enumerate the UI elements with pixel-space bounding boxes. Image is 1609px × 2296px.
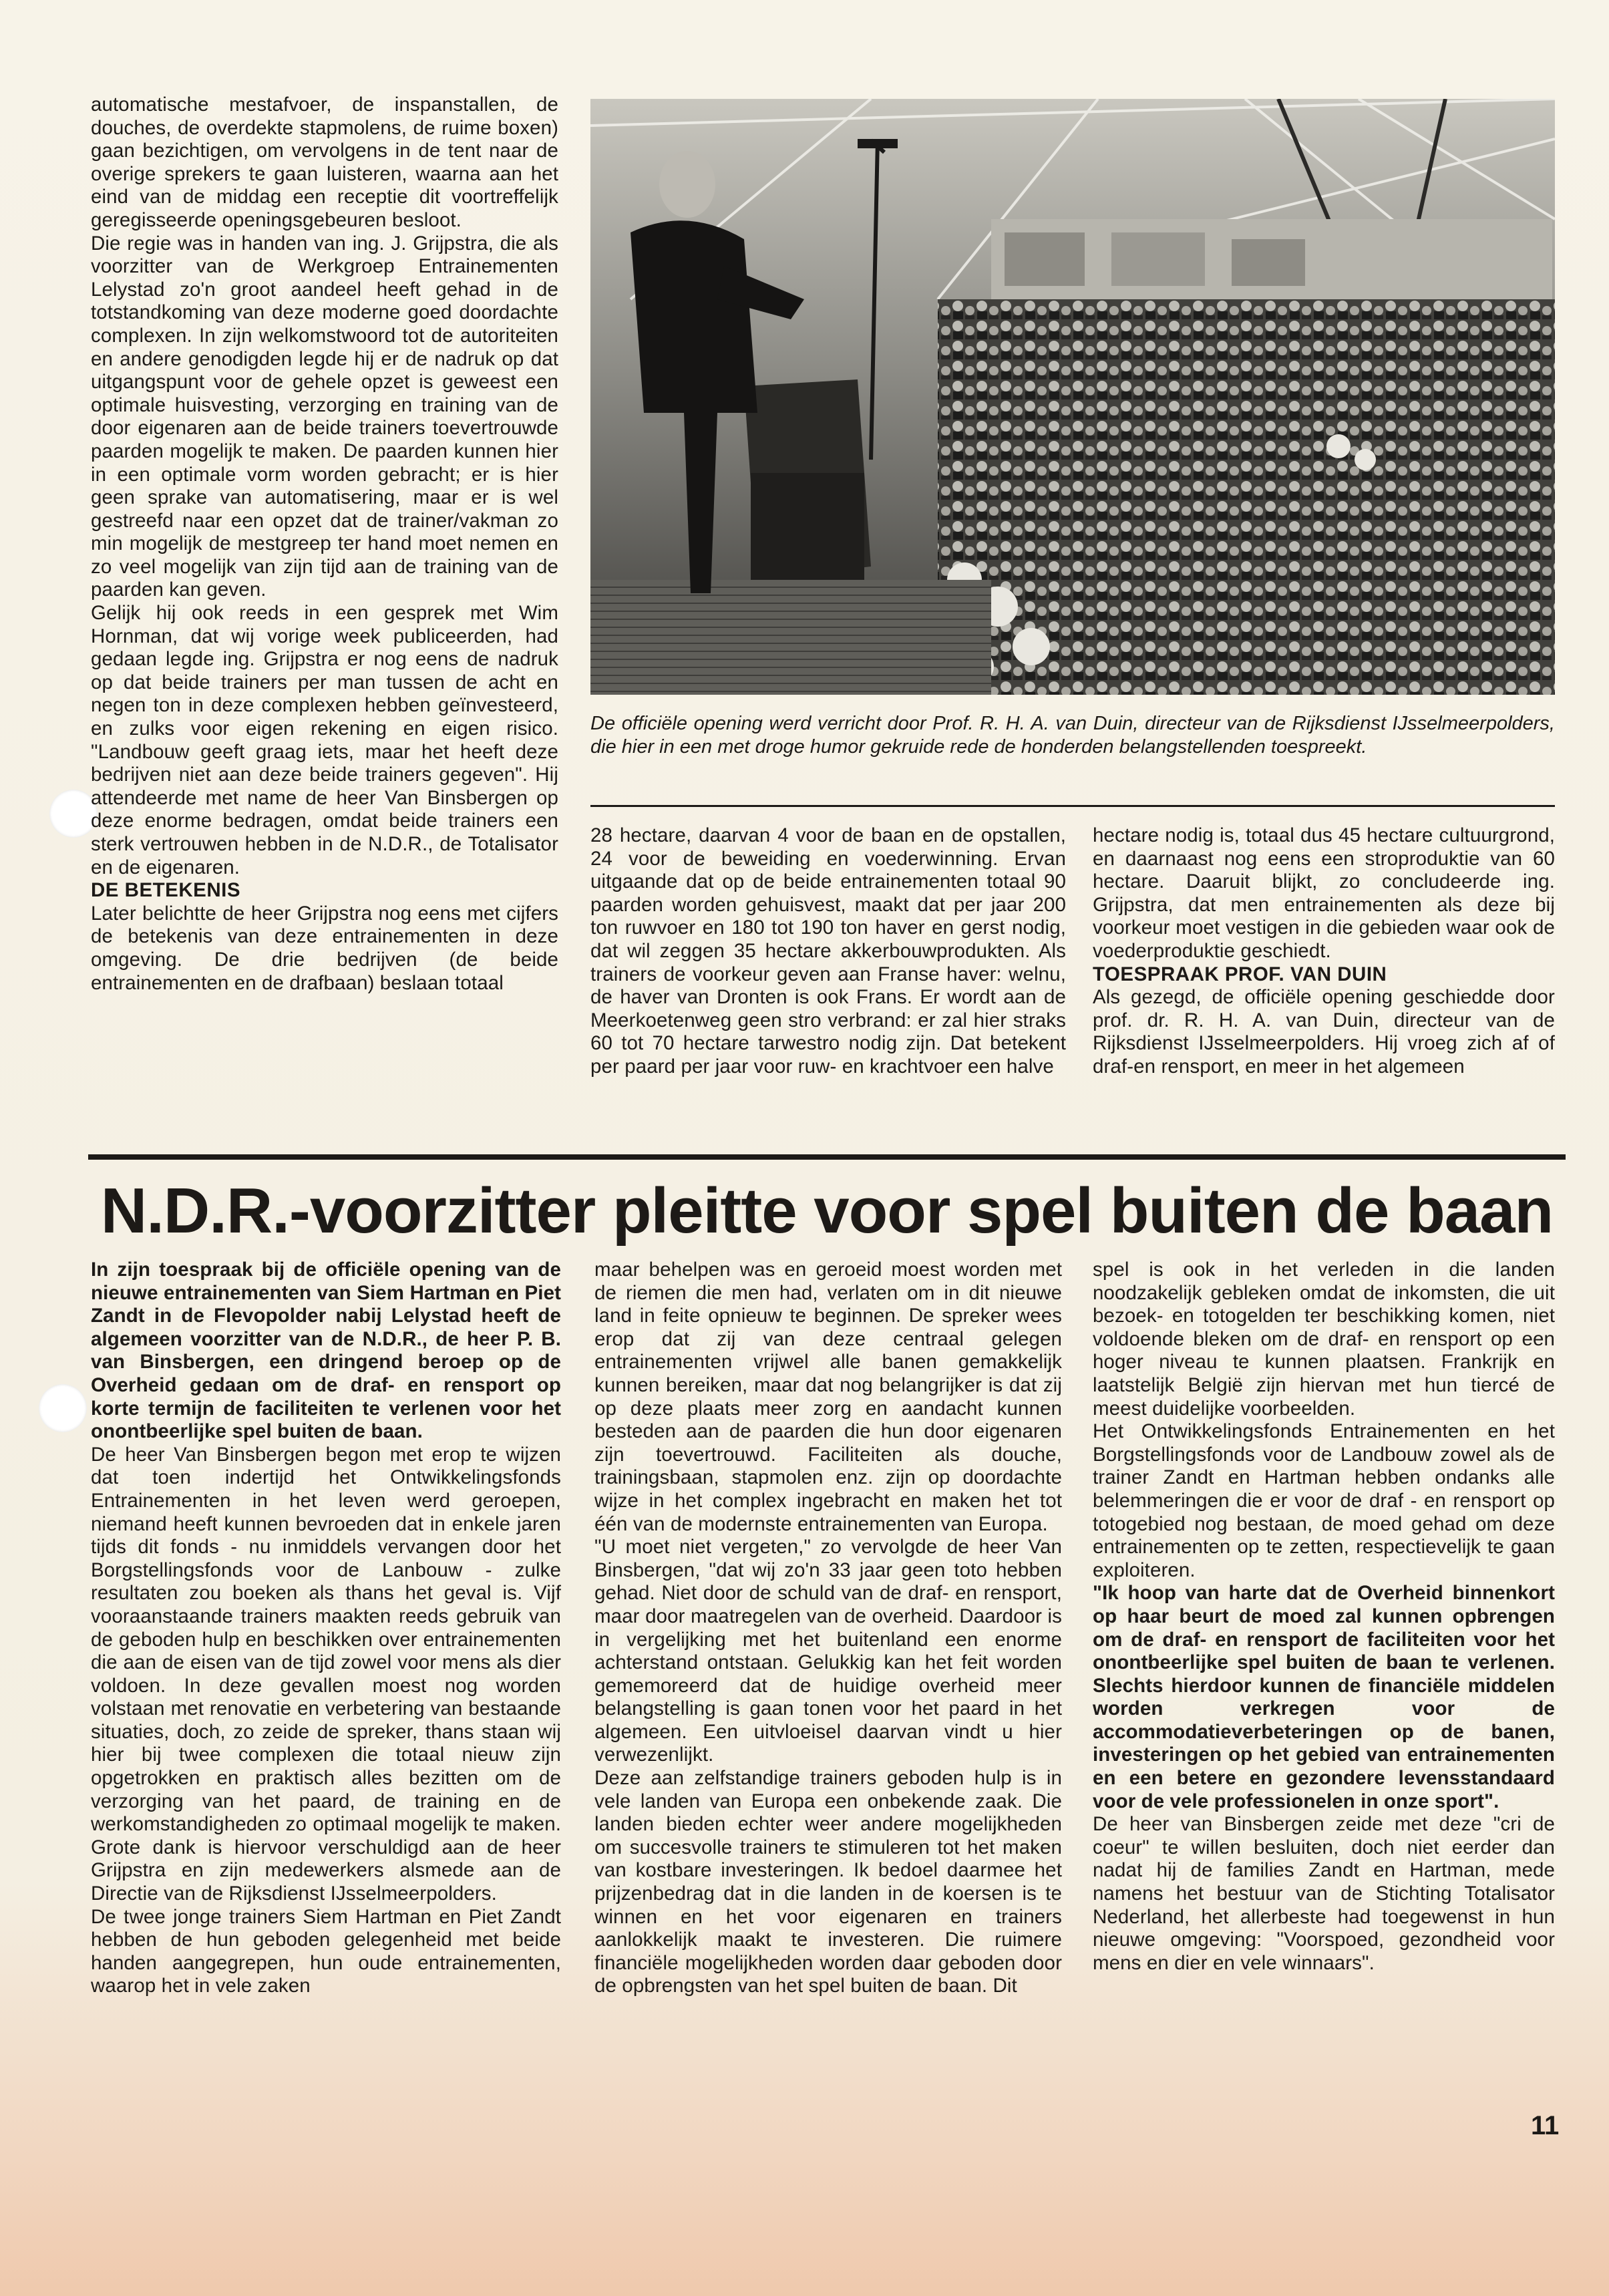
article-headline: N.D.R.-voorzitter pleitte voor spel buiten de baan bbox=[100, 1175, 1554, 1247]
bottom-right-column bbox=[1093, 1259, 1555, 1975]
bottom-left-column bbox=[91, 1259, 561, 1998]
punch-hole-lower bbox=[39, 1384, 87, 1432]
paragraph: Gelijk hij ook reeds in een gesprek met Wim Hornman, dat wij vorige week publiceerden, had gedaan legde ing. Grijpstra er nog eens de nadruk op dat beide trainers per man tussen de acht en negen ton in deze complexen hebben geïnvesteerd, en zulks voor eigen rekening en eigen risico. "Landbouw geeft graag iets, maar het heeft deze bedrijven niet aan deze beide trainers gegeven". Hij attendeerde met name de heer Van Binsbergen op deze enorme bedragen, omdat beide trainers een sterk vertrouwen hebben in de N.D.R., de Totalisator en de eigenaren. bbox=[91, 602, 558, 878]
top-middle-column bbox=[590, 824, 1066, 1079]
paragraph: "U moet niet vergeten," zo vervolgde de heer Van Binsbergen, "dat wij zo'n 33 jaar geen toto hebben gehad. Niet door de schuld van de draf- en rensport, maar door maatregelen van de overheid. Daardoor is in vergelijking met het buitenland een enorme achterstand ontstaan. Gelukkig kan het feit worden gememoreerd dat de huidige overheid meer belangstelling is gaan tonen voor het paard in het algemeen. Een uitvloeisel daarvan vindt u hier verwezenlijkt. bbox=[594, 1536, 1062, 1766]
subheading-de-betekenis: DE BETEKENIS bbox=[91, 879, 241, 902]
speech-photo-image bbox=[590, 99, 1555, 695]
top-right-column bbox=[1093, 824, 1555, 1079]
subheading-toespraak: TOESPRAAK PROF. VAN DUIN bbox=[1093, 963, 1387, 985]
paragraph: spel is ook in het verleden in die landen noodzakelijk gebleken omdat de inkomsten, die uit bezoek- en totogelden ter beschikking komen, niet voldoende bleken om de draf- en rensport op een hoger niveau te kunnen plaatsen. Frankrijk en laatstelijk België zijn hiervan met hun tiercé de meest duidelijke voorbeelden. bbox=[1093, 1259, 1555, 1420]
paragraph: maar behelpen was en geroeid moest worden met de riemen die men had, verlaten om in dit nieuwe land in feite opnieuw te beginnen. De spreker wees erop dat zij van deze centraal gelegen entrainementen vrijwel alle banen gemakkelijk kunnen bereiken, maar dat nog belangrijker is dat zij op deze plaats meer zorg en aandacht kunnen besteden aan de paarden die hun door eigenaren zijn toevertrouwd. Faciliteiten als douche, trainingsbaan, stapmolen enz. zijn op doordachte wijze in het complex ingebracht en maken het tot één van de modernste entrainementen van Europa. bbox=[594, 1259, 1062, 1535]
paragraph: De heer van Binsbergen zeide met deze "cri de coeur" te willen besluiten, doch niet eerder dan nadat hij de families Zandt en Hartman, mede namens het bestuur van de Stichting Totalisator Nederland, het allerbeste had toegewenst in hun nieuwe omgeving: "Voorspoed, gezondheid voor mens en dier en vele winnaars". bbox=[1093, 1813, 1555, 1974]
top-left-column bbox=[91, 94, 558, 995]
paragraph: De twee jonge trainers Siem Hartman en Piet Zandt hebben de hun geboden gelegenheid met beide handen aangegrepen, hun oude entrainementen, waarop het in vele zaken bbox=[91, 1905, 561, 1997]
paragraph: De heer Van Binsbergen begon met erop te wijzen dat toen indertijd het Ontwikkelingsfonds Entrainementen in het leven werd geroepen, niemand heeft kunnen bevroeden dat in enkele jaren tijds dit fonds - nu inmiddels vervangen door het Borgstellingsfonds voor de Lanbouw - zulke resultaten zou boeken als thans het geval is. Vijf vooraanstaande trainers maakten reeds gebruik van de geboden hulp en beschikken over entrainementen die aan de eisen van de tijd zowel voor mens als dier voldoen. In deze gevallen moest nog worden volstaan met renovatie en verbetering van bestaande situaties, doch, zo zeide de spreker, thans staan wij hier bij twee complexen die totaal nieuw zijn opgetrokken en praktisch alles bezitten om de verzorging van het paard, de training en de werkomstandigheden zo optimaal mogelijk te maken. Grote dank is hiervoor verschuldigd aan de heer Grijpstra en zijn medewerkers alsmede aan de Directie van de Rijksdienst IJsselmeerpolders. bbox=[91, 1443, 561, 1905]
paragraph: Die regie was in handen van ing. J. Grijpstra, die als voorzitter van de Werkgroep Entrainementen Lelystad zo'n groot aandeel heeft gehad in de totstandkoming van deze moderne goed doordachte complexen. In zijn welkomstwoord tot de autoriteiten en andere genodigden legde hij er de nadruk op dat uitgangspunt voor de gehele opzet is geweest een optimale huisvesting, verzorging en training van de door eigenaren aan de beide trainers toevertrouwde paarden mogelijk te maken. De paarden kunnen hier in een optimale vorm worden gebracht; er is hier geen sprake van automatisering, maar er is wel gestreefd naar een opzet dat de trainer/vakman zo min mogelijk de mestgreep ter hand moet nemen en zo veel mogelijk van zijn tijd aan de training van de paarden kan geven. bbox=[91, 232, 558, 601]
paragraph: Deze aan zelfstandige trainers geboden hulp is in vele landen van Europa een onbekende zaak. Die landen bieden echter weer andere mogelijkheden om succesvolle trainers te stimuleren tot het maken van kostbare investeringen. Ik bedoel daarmee het prijzenbedrag dat in die landen in de koersen is te winnen en het voor eigenaren en trainers aanlokkelijk maakt te investeren. Die ruimere financiële mogelijkheden worden daar geboden door de opbrengsten van het spel buiten de baan. Dit bbox=[594, 1767, 1062, 1997]
paragraph: automatische mestafvoer, de inspanstallen, de douches, de overdekte stapmolens, de ruime boxen) gaan bezichtigen, om vervolgens in de tent naar de overige sprekers te gaan luisteren, waarna aan het eind van de middag een receptie dit voortreffelijk geregisseerde openingsgebeuren besloot. bbox=[91, 94, 558, 231]
caption-divider bbox=[590, 805, 1555, 807]
pull-quote: "Ik hoop van harte dat de Overheid binnenkort op haar beurt de moed zal kunnen opbrengen om de draf- en rensport de faciliteiten voor het onontbeerlijke spel buiten de baan te verlenen. Slechts hierdoor kunnen de financiële middelen worden verkregen voor de accommodatieverbeteringen op de banen, investeringen op het gebied van entrainementen en een betere en gezondere levensstandaard voor de vele professionelen in onze sport". bbox=[1093, 1582, 1555, 1812]
paragraph: Het Ontwikkelingsfonds Entrainementen en het Borgstellingsfonds voor de Landbouw zowel als de trainer Zandt en Hartman hebben ondanks alle belemmeringen die er voor de draf - en rensport op totogebied nog bestaan, de moed gehad om deze entrainementen op te zetten, respectievelijk te gaan exploiteren. bbox=[1093, 1420, 1555, 1581]
paragraph: Later belichtte de heer Grijpstra nog eens met cijfers de betekenis van deze entrainementen in deze omgeving. De drie bedrijven (de beide entrainementen en de drafbaan) beslaan totaal bbox=[91, 902, 558, 994]
photo-caption: De officiële opening werd verricht door Prof. R. H. A. van Duin, directeur van de Rijksdienst IJsselmeerpolders, die hier in een met droge humor gekruide rede de honderden belangstellenden toespreekt. bbox=[590, 713, 1555, 758]
section-divider bbox=[88, 1154, 1566, 1160]
speech-photo bbox=[590, 99, 1555, 695]
paragraph: hectare nodig is, totaal dus 45 hectare cultuurgrond, en daarnaast nog eens een stroproduktie van 60 hectare. Daaruit blijkt, zo concludeerde ing. Grijpstra, dat men entrainementen als deze bij voorkeur moet vestigen in die gebieden waar ook de voederproduktie geschiedt. bbox=[1093, 824, 1555, 962]
article-intro: In zijn toespraak bij de officiële opening van de nieuwe entrainementen van Siem Hartman en Piet Zandt in de Flevopolder nabij Lelystad heeft de algemeen voorzitter van de N.D.R., de heer P. B. van Binsbergen, een dringend beroep op de Overheid gedaan om de draf- en rensport op korte termijn de faciliteiten te verlenen voor het onontbeerlijke spel buiten de baan. bbox=[91, 1259, 561, 1443]
paragraph: 28 hectare, daarvan 4 voor de baan en de opstallen, 24 voor de beweiding en voederwinning. Ervan uitgaande dat op de beide entrainementen totaal 90 paarden worden gehuisvest, maakt dat per jaar 200 ton ruwvoer en 180 tot 190 ton haver en gerst nodig, dat wil zeggen 35 hectare akkerbouwprodukten. Als trainers de voorkeur geven aan Franse haver: welnu, de haver van Dronten is ook Frans. Er wordt aan de Meerkoetenweg geen stro verbrand: er zal hier straks 60 tot 70 hectare tarwestro nodig zijn. Dat betekent per paard per jaar voor ruw- en krachtvoer een halve bbox=[590, 824, 1066, 1078]
page-number: 11 bbox=[1531, 2111, 1560, 2140]
bottom-middle-column bbox=[594, 1259, 1062, 1998]
paragraph: Als gezegd, de officiële opening geschiedde door prof. dr. R. H. A. van Duin, directeur van de Rijksdienst IJsselmeerpolders. Hij vroeg zich af of draf-en rensport, en meer in het algemeen bbox=[1093, 986, 1555, 1078]
